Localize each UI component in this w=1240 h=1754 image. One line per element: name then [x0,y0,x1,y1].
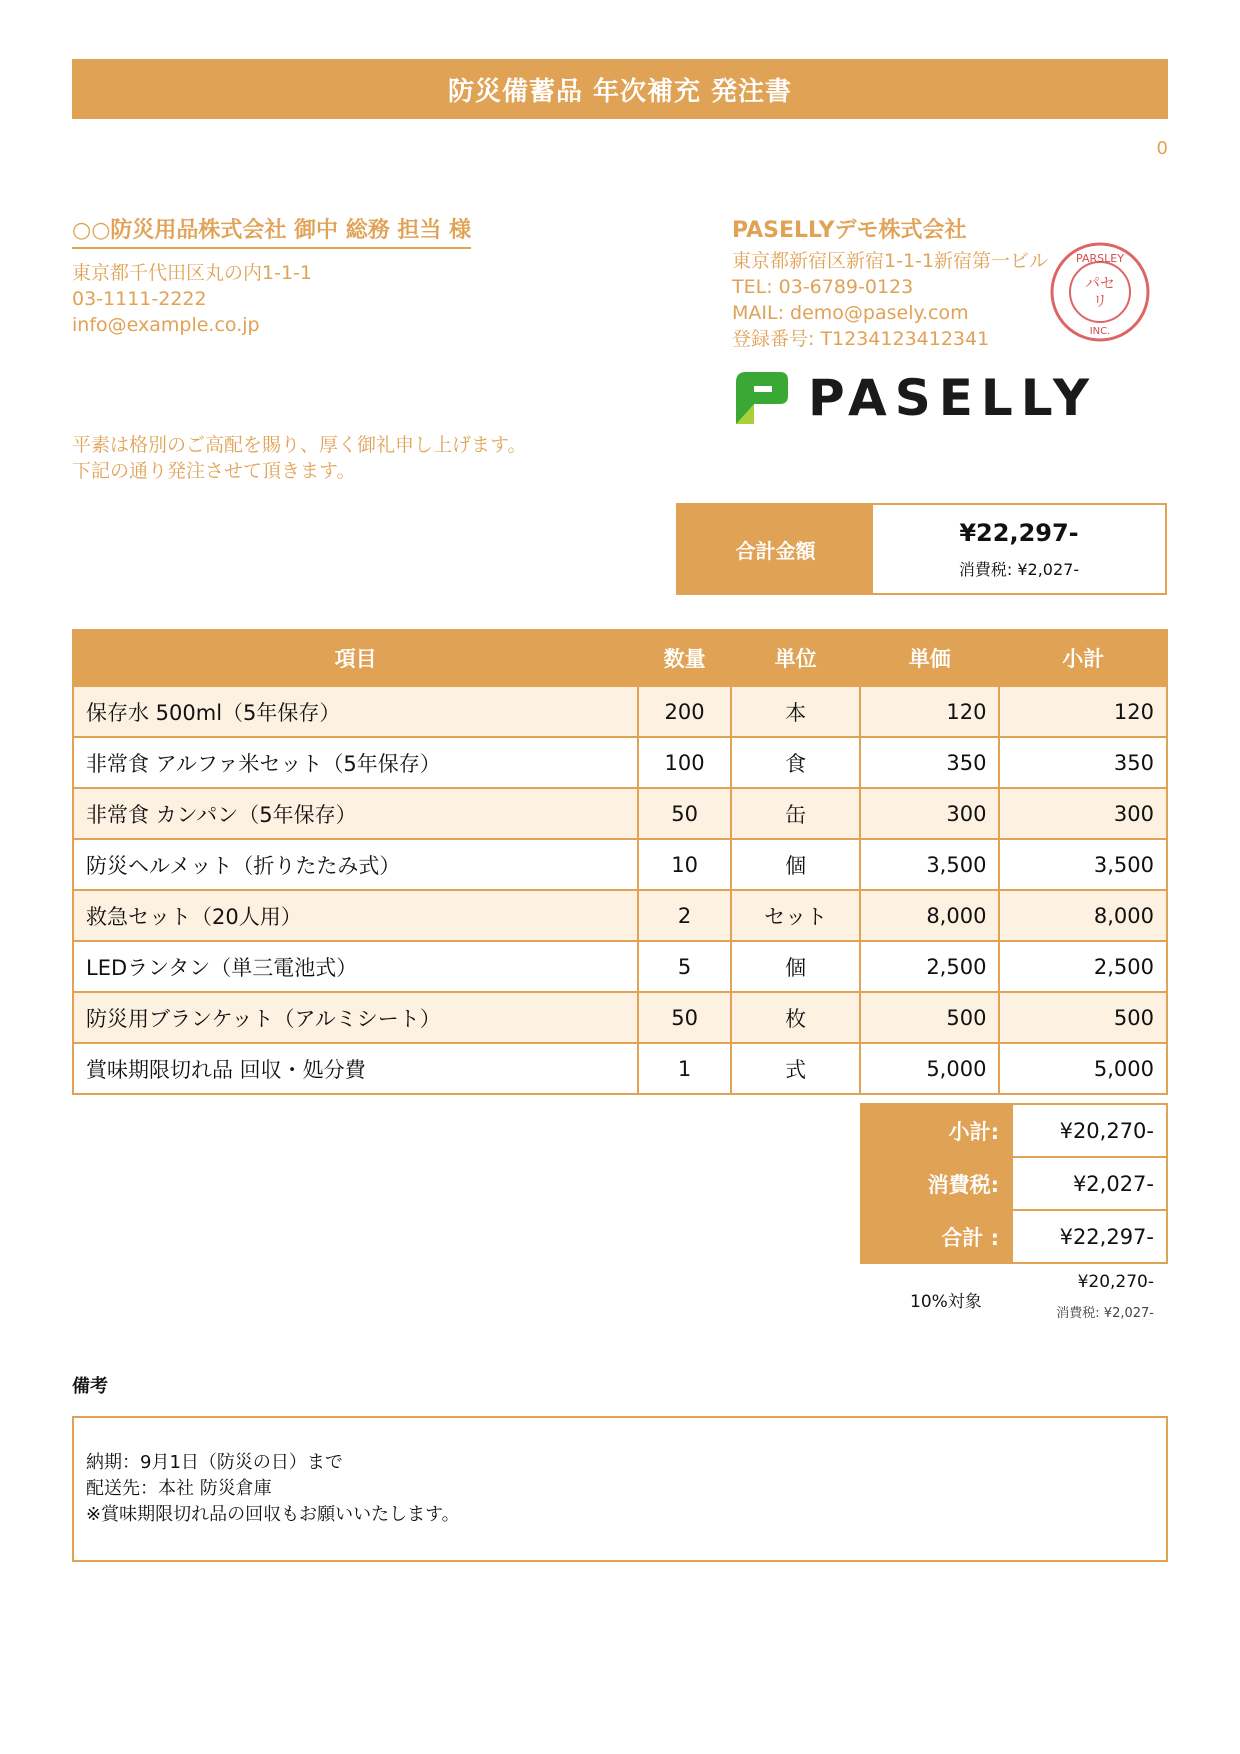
cell-subtotal: 8,000 [999,890,1167,941]
pasely-leaf-icon [732,368,790,428]
cell-qty: 50 [638,992,731,1043]
remarks-line-2: 配送先：本社 防災倉庫 [86,1478,272,1499]
grand-total-value [873,505,1165,593]
remarks-box [72,1416,1168,1562]
cell-subtotal: 300 [999,788,1167,839]
cell-item: 防災用ブランケット（アルミシート） [73,992,638,1043]
sender-registration: 登録番号: T1234123412341 [732,328,990,350]
remarks-line-3: ※賞味期限切れ品の回収もお願いいたします。 [86,1504,460,1525]
cell-price: 3,500 [860,839,999,890]
cell-unit: 缶 [731,788,860,839]
document-number: 0 [1156,138,1168,159]
header-item: 項目 [73,630,638,686]
summary-tax-value: ¥2,027- [1012,1157,1167,1210]
summary-table [860,1103,1168,1264]
summary-subtotal-label: 小計: [861,1104,1012,1157]
cell-price: 120 [860,686,999,737]
header-price: 単価 [860,630,999,686]
items-table [72,629,1168,1095]
sender-address: 東京都新宿区新宿1-1-1新宿第一ビル [732,250,1048,272]
cell-qty: 10 [638,839,731,890]
greeting [72,432,526,484]
header-subtotal: 小計 [999,630,1167,686]
grand-total-box [676,503,1167,595]
table-row [73,890,1167,941]
remarks-title: 備考 [72,1376,108,1397]
svg-text:パセ: パセ [1084,274,1116,292]
table-row [73,737,1167,788]
cell-subtotal: 120 [999,686,1167,737]
table-row [73,941,1167,992]
tax-base-amount: ¥20,270- [1077,1272,1154,1292]
cell-price: 500 [860,992,999,1043]
cell-subtotal: 500 [999,992,1167,1043]
cell-unit: 式 [731,1043,860,1094]
cell-item: LEDランタン（単三電池式） [73,941,638,992]
cell-qty: 100 [638,737,731,788]
cell-item: 救急セット（20人用） [73,890,638,941]
cell-qty: 2 [638,890,731,941]
cell-unit: 個 [731,839,860,890]
svg-text:INC.: INC. [1089,326,1111,337]
cell-item: 保存水 500ml（5年保存） [73,686,638,737]
cell-item: 防災ヘルメット（折りたたみ式） [73,839,638,890]
cell-subtotal: 3,500 [999,839,1167,890]
grand-total-tax: 消費税: ¥2,027- [958,559,1080,579]
tax-breakdown-amount: 消費税: ¥2,027- [1056,1306,1154,1321]
grand-total-amount: ¥22,297- [959,518,1079,547]
summary-total-row [861,1210,1167,1263]
greeting-line-2: 下記の通り発注させて頂きます。 [72,460,356,482]
cell-unit: セット [731,890,860,941]
cell-item: 賞味期限切れ品 回収・処分費 [73,1043,638,1094]
sender-name: PASELLYデモ株式会社 [732,218,967,243]
greeting-line-1: 平素は格別のご高配を賜り、厚く御礼申し上げます。 [72,434,527,456]
tax-rate-label: 10%対象 [910,1292,982,1312]
summary-subtotal-row [861,1104,1167,1157]
header-qty: 数量 [638,630,731,686]
cell-subtotal: 5,000 [999,1043,1167,1094]
summary-total-label: 合計 : [861,1210,1012,1263]
company-logo [732,368,1097,428]
table-row [73,992,1167,1043]
cell-unit: 枚 [731,992,860,1043]
cell-subtotal: 350 [999,737,1167,788]
table-header-row [73,630,1167,686]
cell-price: 300 [860,788,999,839]
document-title: 防災備蓄品 年次補充 発注書 [72,59,1168,119]
cell-qty: 50 [638,788,731,839]
sender-tel: TEL: 03-6789-0123 [732,276,914,298]
cell-unit: 本 [731,686,860,737]
summary-tax-label: 消費税: [861,1157,1012,1210]
cell-qty: 1 [638,1043,731,1094]
recipient-info [72,260,312,338]
recipient-address: 東京都千代田区丸の内1-1-1 [72,262,312,284]
cell-subtotal: 2,500 [999,941,1167,992]
table-row [73,1043,1167,1094]
cell-price: 5,000 [860,1043,999,1094]
svg-text:PARSLEY: PARSLEY [1076,252,1124,265]
summary-total-value: ¥22,297- [1012,1210,1167,1263]
cell-unit: 個 [731,941,860,992]
sender-info [732,248,1048,352]
cell-item: 非常食 カンパン（5年保存） [73,788,638,839]
company-seal-icon [1048,240,1152,344]
table-row [73,686,1167,737]
grand-total-label: 合計金額 [678,505,873,593]
sender-mail: MAIL: demo@pasely.com [732,302,969,324]
table-row [73,839,1167,890]
summary-tax-row [861,1157,1167,1210]
logo-text: PASELLY [808,369,1098,427]
cell-price: 2,500 [860,941,999,992]
table-row [73,788,1167,839]
cell-qty: 200 [638,686,731,737]
recipient-email: info@example.co.jp [72,314,260,336]
cell-price: 8,000 [860,890,999,941]
cell-unit: 食 [731,737,860,788]
recipient-name: ○○防災用品株式会社 御中 総務 担当 様 [72,213,471,244]
remarks-line-1: 納期：9月1日（防災の日）まで [86,1452,343,1473]
cell-qty: 5 [638,941,731,992]
summary-subtotal-value: ¥20,270- [1012,1104,1167,1157]
svg-text:リ: リ [1092,292,1108,310]
header-unit: 単位 [731,630,860,686]
recipient-tel: 03-1111-2222 [72,288,207,310]
cell-price: 350 [860,737,999,788]
cell-item: 非常食 アルファ米セット（5年保存） [73,737,638,788]
